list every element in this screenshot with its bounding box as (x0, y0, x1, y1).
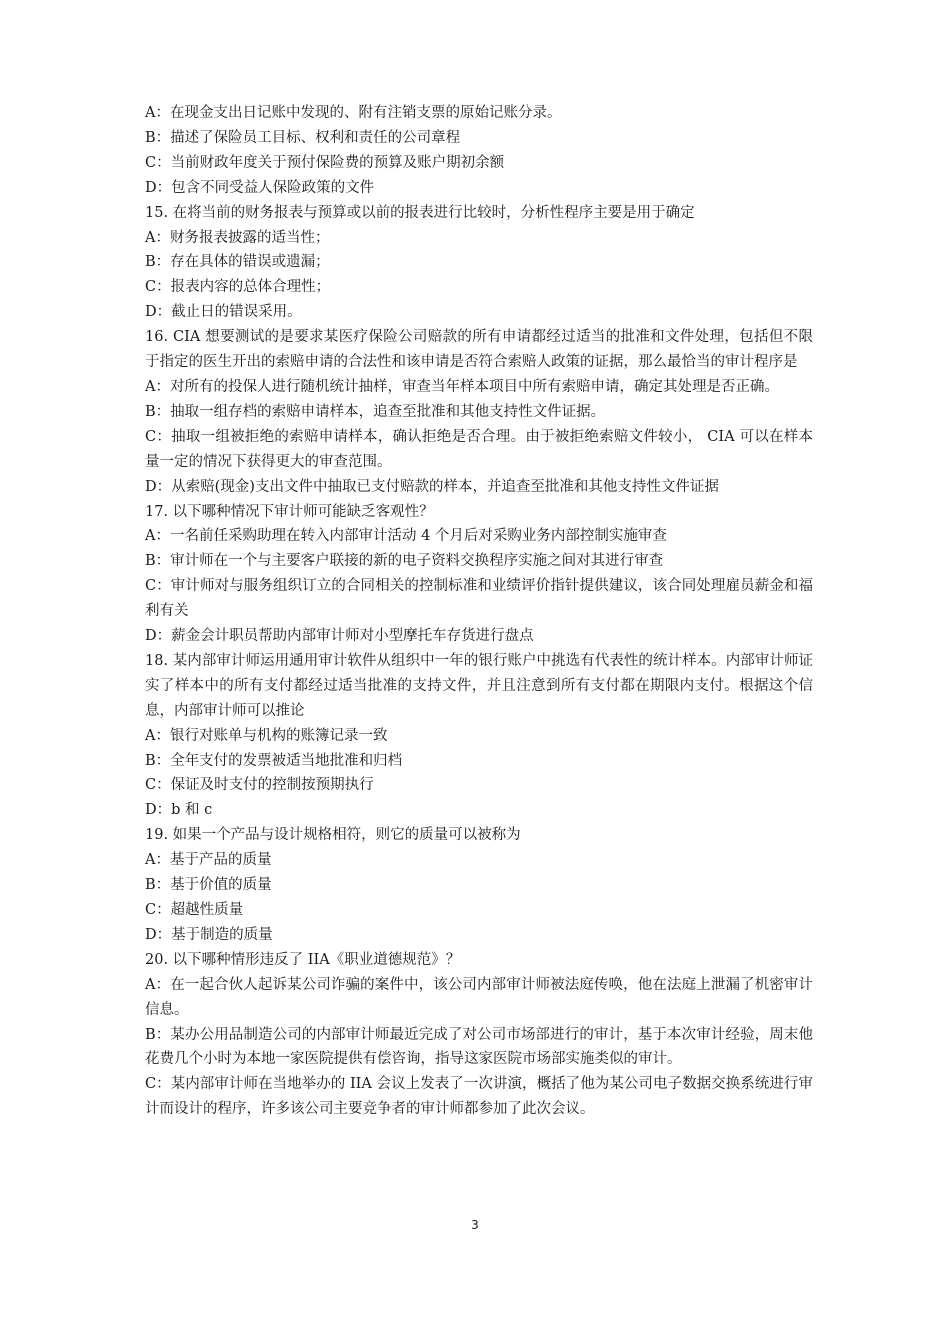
option-c-q20: C：某内部审计师在当地举办的 IIA 会议上发表了一次讲演，概括了他为某公司电子数据交换系统进行审计而设计的程序，许多该公司主要竞争者的审计师都参加了此次会议。 (145, 1076, 813, 1118)
option-c-q19: C：超越性质量 (145, 902, 244, 918)
option-a-q14: A：在现金支出日记账中发现的、附有注销支票的原始记账分录。 (145, 105, 562, 121)
option-d-q17: D：薪金会计职员帮助内部审计师对小型摩托车存货进行盘点 (145, 628, 534, 645)
option-b-q16: B：抽取一组存档的索赔申请样本，追查至批准和其他支持性文件证据。 (145, 403, 606, 420)
option-d-q14: D：包含不同受益人保险政策的文件 (145, 179, 375, 196)
option-a-q15: A：财务报表披露的适当性； (145, 229, 330, 246)
option-b-q15: B：存在具体的错误或遗漏； (145, 254, 330, 271)
question-20: 20. 以下哪种情形违反了 IIA《职业道德规范》？ (145, 951, 461, 968)
option-c-q15: C：报表内容的总体合理性； (145, 279, 331, 296)
option-a-q18: A：银行对账单与机构的账簿记录一致 (145, 727, 388, 744)
page-number: 3 (471, 1218, 479, 1232)
question-15: 15. 在将当前的财务报表与预算或以前的报表进行比较时，分析性程序主要是用于确定 (145, 204, 695, 221)
option-c-q16: C：抽取一组被拒绝的索赔申请样本，确认拒绝是否合理。由于被拒绝索赔文件较小， CIA 可以在样本量一定的情况下获得更大的审查范围。 (145, 428, 813, 470)
option-c-q17: C：审计师对与服务组织订立的合同相关的控制标准和业绩评价指针提供建议，该合同处理雇员薪金和福利有关 (145, 578, 813, 620)
option-a-q20: A：在一起合伙人起诉某公司诈骗的案件中，该公司内部审计师被法庭传唤，他在法庭上泄漏了机密审计信息。 (145, 976, 813, 1018)
option-a-q16: A：对所有的投保人进行随机统计抽样，审查当年样本项目中所有索赔申请，确定其处理是否正确。 (145, 378, 779, 395)
question-19: 19. 如果一个产品与设计规格相符，则它的质量可以被称为 (145, 827, 521, 844)
option-c-q14: C：当前财政年度关于预付保险费的预算及账户期初余额 (145, 154, 505, 171)
option-d-q19: D：基于制造的质量 (145, 926, 273, 943)
option-d-q18: D：b 和 c (145, 802, 213, 819)
question-18: 18. 某内部审计师运用通用审计软件从组织中一年的银行账户中挑选有代表性的统计样本。内部审计师证实了样本中的所有支付都经过适当批准的支持文件，并且注意到所有支付都在期限内支付。根据这个信息，内部审计师可以推论 (145, 652, 813, 719)
option-a-q17: A：一名前任采购助理在转入内部审计活动 4 个月后对采购业务内部控制实施审查 (145, 528, 667, 545)
page-content (145, 101, 813, 1122)
option-c-q18: C：保证及时支付的控制按预期执行 (145, 777, 374, 794)
option-b-q18: B：全年支付的发票被适当地批准和归档 (145, 752, 403, 769)
option-b-q14: B：描述了保险员工目标、权利和责任的公司章程 (145, 129, 461, 146)
option-b-q17: B：审计师在一个与主要客户联接的新的电子资料交换程序实施之间对其进行审查 (145, 553, 664, 570)
option-a-q19: A：基于产品的质量 (145, 852, 272, 869)
option-d-q15: D：截止日的错误采用。 (145, 304, 302, 321)
question-16: 16. CIA 想要测试的是要求某医疗保险公司赔款的所有申请都经过适当的批准和文件处理，包括但不限于指定的医生开出的索赔申请的合法性和该申请是否符合索赔人政策的证据，那么最恰当的审计程序是 (145, 329, 813, 371)
option-d-q16: D：从索赔(现金)支出文件中抽取已支付赔款的样本，并追查至批准和其他支持性文件证据 (145, 478, 719, 495)
question-17: 17. 以下哪种情况下审计师可能缺乏客观性？ (145, 503, 434, 520)
option-b-q19: B：基于价值的质量 (145, 877, 272, 894)
option-b-q20: B：某办公用品制造公司的内部审计师最近完成了对公司市场部进行的审计，基于本次审计经验，周末他花费几个小时为本地一家医院提供有偿咨询，指导这家医院市场部实施类似的审计。 (145, 1026, 813, 1068)
